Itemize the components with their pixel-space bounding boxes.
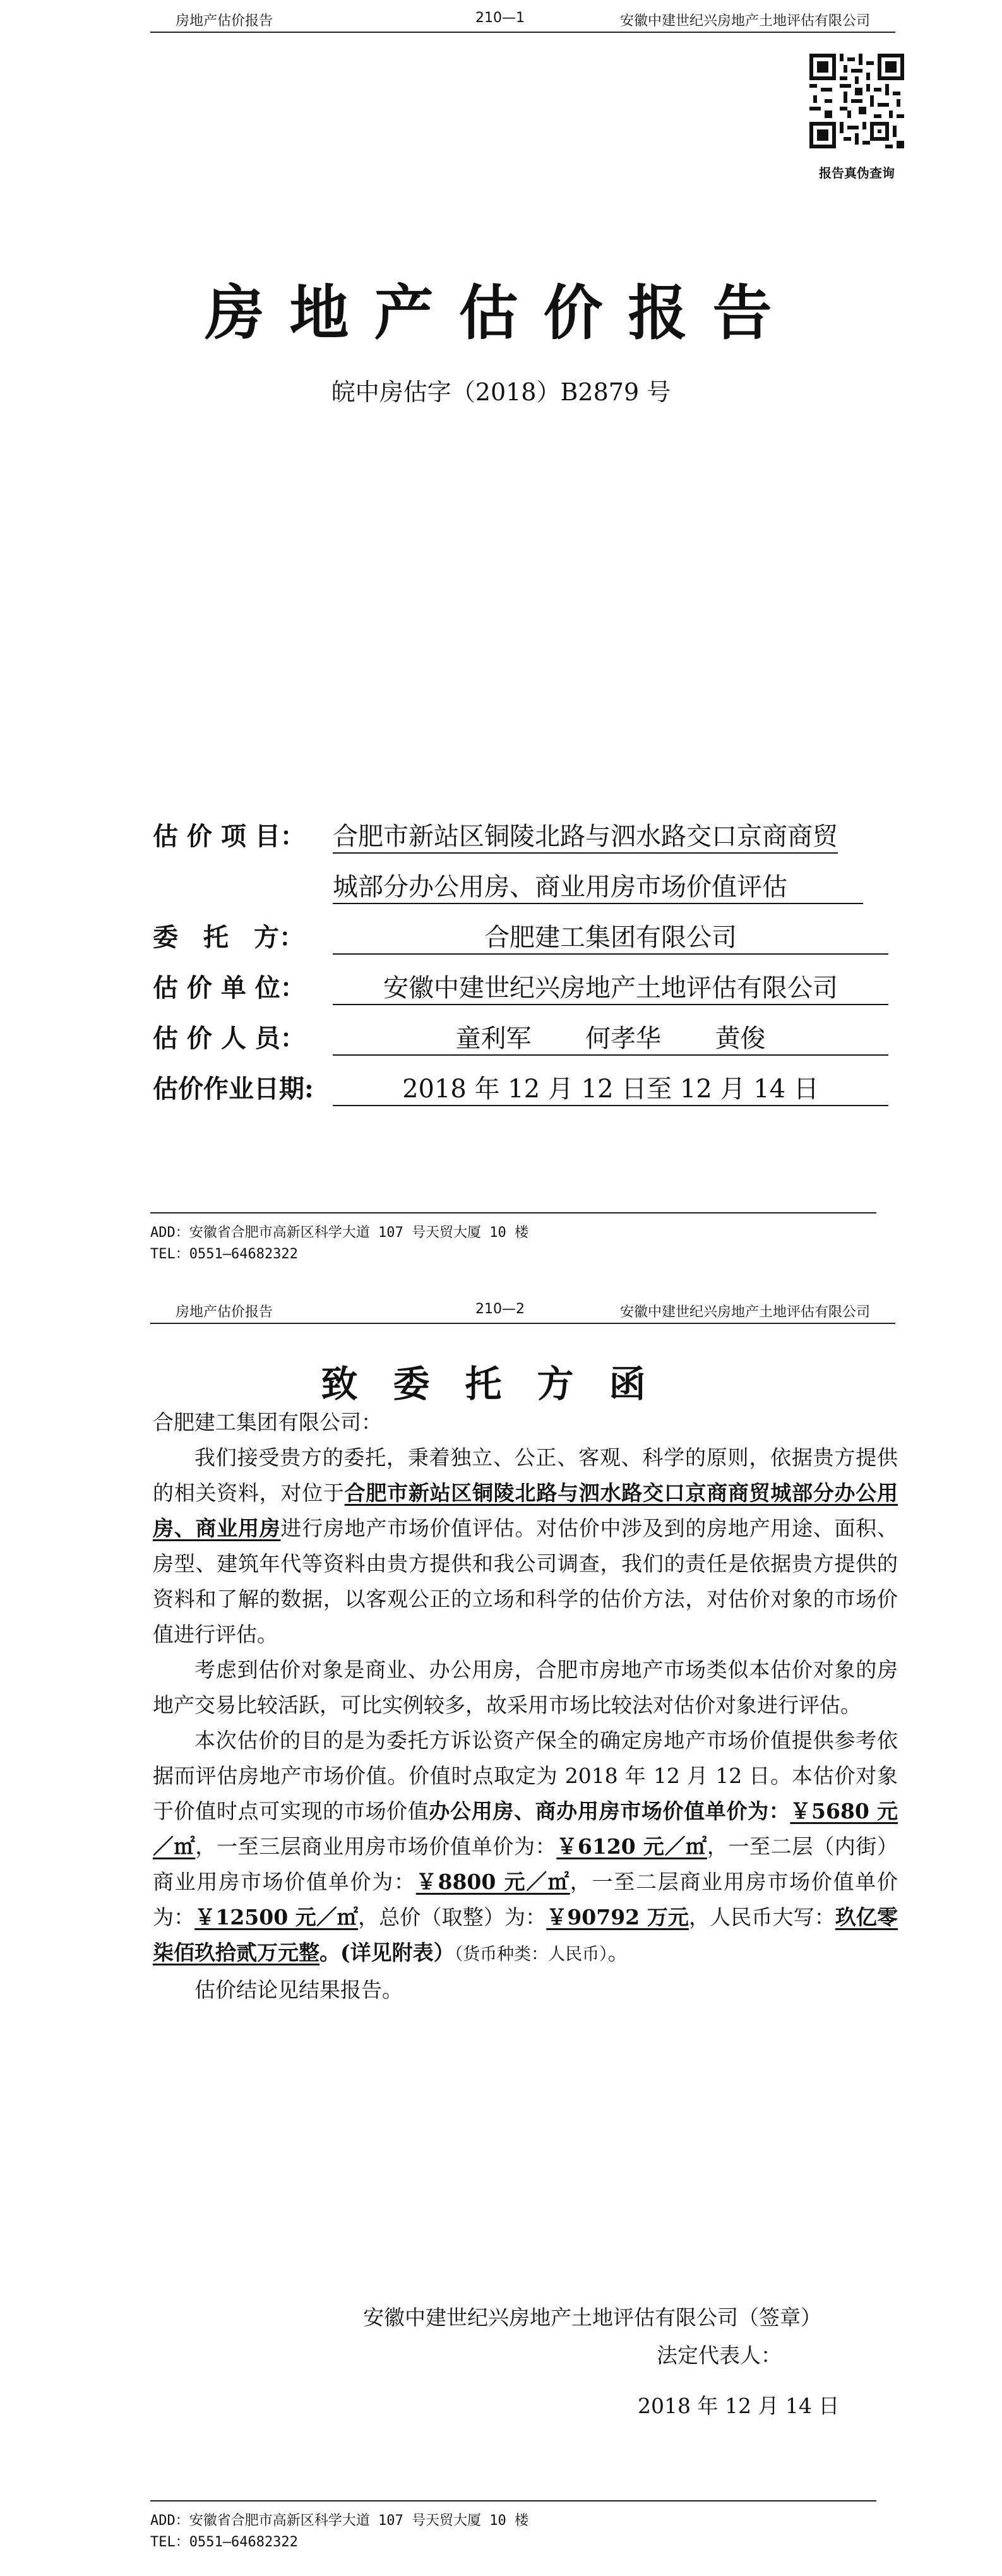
total-price-words: 玖亿零柒佰玖拾贰万元整 <box>153 1905 898 1965</box>
staff-value <box>333 1023 888 1056</box>
signature-date: 2018 年 12 月 14 日 <box>638 2394 840 2418</box>
appraiser-row <box>153 972 838 1004</box>
project-row <box>153 821 838 852</box>
client-value: 合肥建工集团有限公司 <box>333 922 888 955</box>
letter-body <box>153 1405 898 2008</box>
staff-row <box>153 1023 766 1054</box>
signature-representative: 法定代表人： <box>657 2343 782 2368</box>
qr-code-icon[interactable] <box>809 54 904 148</box>
footer-address: ADD：安徽省合肥市高新区科学大道 107 号天贸大厦 10 楼 <box>150 1225 528 1241</box>
footer-tel: TEL：0551—64682322 <box>150 1246 298 1262</box>
footer-address: ADD：安徽省合肥市高新区科学大道 107 号天贸大厦 10 楼 <box>150 2513 528 2529</box>
total-price: ￥90792 万元 <box>546 1905 689 1929</box>
qr-label: 报告真伪查询 <box>819 165 895 181</box>
client-row <box>153 922 737 953</box>
footer-tel: TEL：0551—64682322 <box>150 2534 298 2550</box>
paragraph-4: 估价结论见结果报告。 <box>194 1977 403 2002</box>
report-reference: 皖中房估字（2018）B2879 号 <box>331 378 671 406</box>
report-title: 房地产估价报告 <box>205 278 797 348</box>
letter-title: 致委托方函 <box>321 1363 681 1405</box>
header-left: 房地产估价报告 <box>176 1304 273 1320</box>
date-value: 2018 年 12 月 12 日至 12 月 14 日 <box>333 1073 888 1106</box>
header-company: 安徽中建世纪兴房地产土地评估有限公司 <box>619 13 870 29</box>
price-commercial-1-2: ￥12500 元／㎡ <box>194 1905 359 1929</box>
header-page-number: 210—1 <box>475 10 525 26</box>
price-commercial-inner: ￥8800 元／㎡ <box>415 1869 570 1894</box>
header-company: 安徽中建世纪兴房地产土地评估有限公司 <box>619 1304 870 1320</box>
client-label: 委 托 方： <box>153 922 304 952</box>
date-label: 估价作业日期: <box>153 1074 314 1104</box>
staff-name: 黄俊 <box>715 1024 766 1053</box>
project-line-2: 城部分办公用房、商业用房市场价值评估 <box>333 871 863 904</box>
paragraph-2: 考虑到估价对象是商业、办公用房，合肥市房地产市场类似本估价对象的房地产交易比较活跃，可比实例较多，故采用市场比较法对估价对象进行评估。 <box>153 1657 898 1717</box>
page-header <box>150 1297 895 1324</box>
property-location: 合肥市新站区铜陵北路与泗水路交口京商商贸城部分办公用房、商业用房 <box>153 1481 898 1541</box>
staff-name: 童利军 <box>455 1024 532 1053</box>
header-left: 房地产估价报告 <box>176 13 273 29</box>
page-header <box>150 6 895 33</box>
price-office: ￥5680 元／㎡ <box>153 1799 898 1859</box>
staff-name: 何孝华 <box>585 1024 661 1053</box>
paragraph-3: 本次估价的目的是为委托方诉讼资产保全的确定房地产市场价值提供参考依据而评估房地产市场价值。价值时点取定为 2018 年 12 月 12 日。本估价对象于价值时点可实现的市场价值办公用房、商办用房市场价值单价为：￥5680 元／㎡，一至三层商业用房市场价值单价为：￥6120 元／㎡，一至二层（内街）商业用房市场价值单价为：￥8800 元／㎡，一至二层商业用房市场价值单价为：￥12500 元／㎡，总价（取整）为：￥90792 万元，人民币大写：玖亿零柒佰玖拾贰万元整。(详见附表）（货币种类：人民币）。 <box>153 1728 898 1965</box>
project-label: 估 价 项 目： <box>153 821 306 851</box>
signature-company: 安徽中建世纪兴房地产土地评估有限公司（签章） <box>363 2305 821 2330</box>
price-commercial-1-3: ￥6120 元／㎡ <box>556 1834 707 1859</box>
date-row <box>153 1073 819 1105</box>
header-page-number: 210—2 <box>475 1301 525 1317</box>
paragraph-1: 我们接受贵方的委托，秉着独立、公正、客观、科学的原则，依据贵方提供的相关资料，对位于合肥市新站区铜陵北路与泗水路交口京商商贸城部分办公用房、商业用房进行房地产市场价值评估。对估价中涉及到的房地产用途、面积、房型、建筑年代等资料由贵方提供和我公司调查，我们的责任是依据贵方提供的资料和了解的数据，以客观公正的立场和科学的估价方法，对估价对象的市场价值进行评估。 <box>153 1445 898 1647</box>
page-footer <box>150 2500 876 2553</box>
appraiser-label: 估 价 单 位： <box>153 973 306 1003</box>
staff-label: 估 价 人 员： <box>153 1023 306 1053</box>
page-footer <box>150 1212 876 1265</box>
letter-page <box>0 1291 1002 2576</box>
salutation: 合肥建工集团有限公司： <box>153 1410 382 1434</box>
currency-note: （货币种类：人民币） <box>454 1945 608 1964</box>
project-line-1: 合肥市新站区铜陵北路与泗水路交口京商商贸 <box>333 821 838 854</box>
appraiser-value: 安徽中建世纪兴房地产土地评估有限公司 <box>333 972 888 1005</box>
